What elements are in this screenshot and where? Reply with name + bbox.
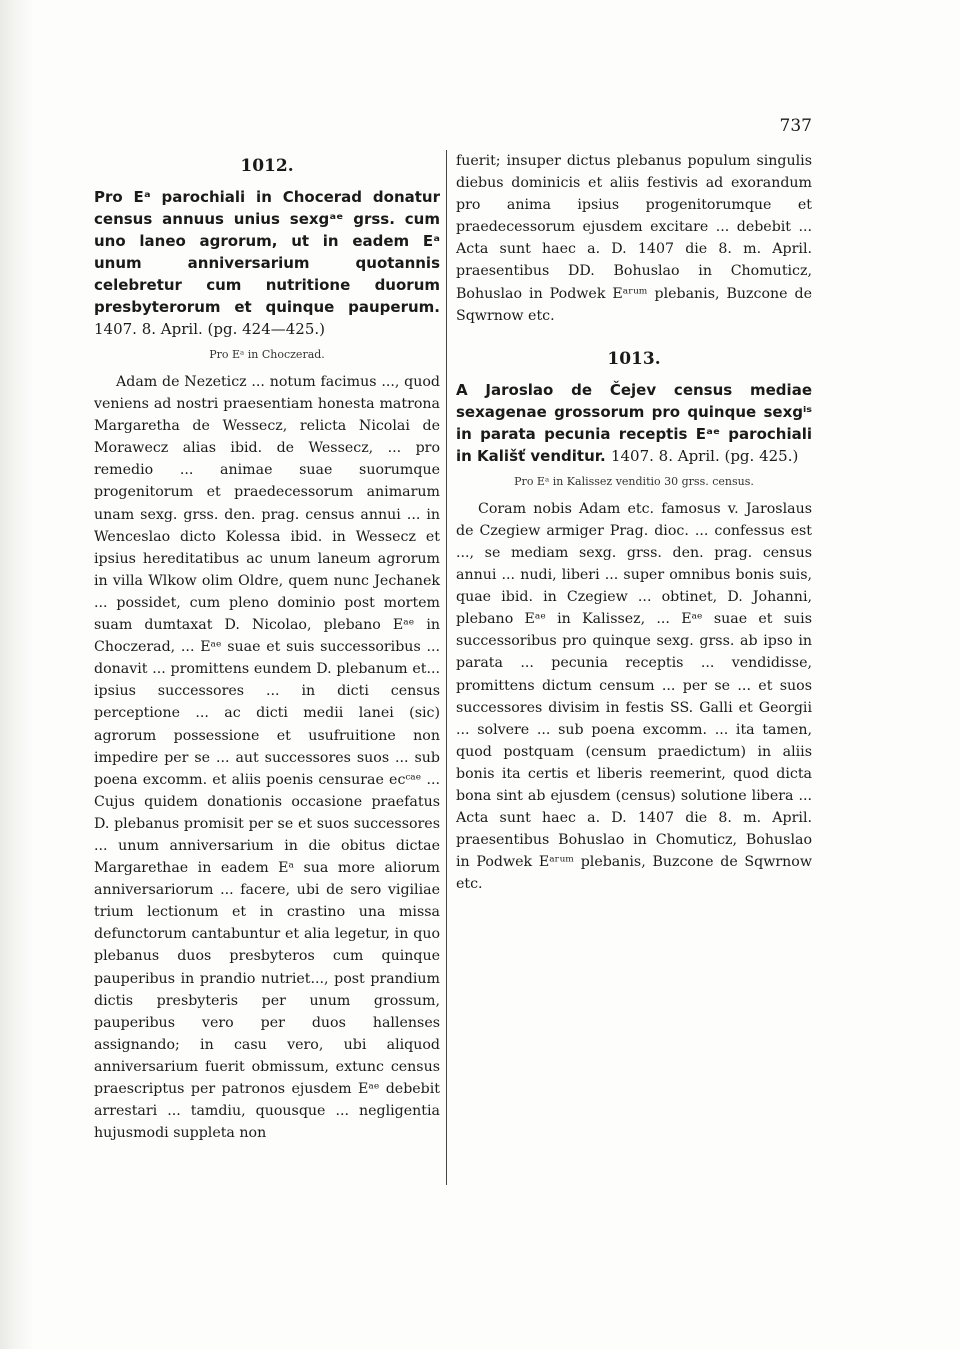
entry-heading-1012 [94,186,440,340]
heading-text: A Jaroslao de Čejev census mediae sexagenae grossorum pro quinque sexgⁱˢ in parata pecunia receptis Eᵃᵉ parochiali in Kališť venditur. [456,380,812,465]
heading-date: 1407. 8. April. (pg. 424—425.) [94,320,325,338]
entry-body-1013 [456,498,812,896]
rubric-1013: Pro Eᵃ in Kalissez venditio 30 grss. census. [514,474,754,488]
entry-body-1012 [94,371,440,1144]
entry-number-1012: 1012. [240,156,294,176]
entry-heading-1013 [456,379,812,467]
rubric-1012: Pro Eᵃ in Choczerad. [209,348,325,361]
entry-number-1013: 1013. [607,348,661,369]
right-column [456,150,812,895]
column-divider [446,150,447,1185]
continuation-text: fuerit; insuper dictus plebanus populum singulis diebus dominicis et aliis festivis ad exorandum pro anima ipsius progenitorumque et praedecessorum ejusdem excitare ... debebit ... Acta sunt haec a. D. 1407 die 8. m. April. praesentibus DD. Bohuslao in Chomuticz, Bohuslao in Podwek Eᵃʳᵘᵐ plebanis, Buzcone de Sqwrnow etc. [456,153,812,324]
heading-date: 1407. 8. April. (pg. 425.) [610,446,799,465]
page-number: 737 [779,116,812,136]
body-text: Coram nobis Adam etc. famosus v. Jaroslaus de Czegiew armiger Prag. dioc. ... confessus est ..., se mediam sexg. grss. den. prag. census annui ... nudi, liberi ... super omnibus bonis suis, quae ibid. in Czegiew ... obtinet, D. Johanni, plebano Eᵃᵉ in Kalissez, ... Eᵃᵉ suae et suis successoribus pro quinque sexg. grss. ab ipso in parata ... pecunia receptis ... vendidisse, promittens dictum censum ... per se ... et suos successores divisim in festis SS. Galli et Georgii ... solvere ... sub poena excomm. ... ita tamen, quod postquam (censum praedictum) in aliis bonis ita certis et liberis reemerint, quod dicta bona sint ab ejusdem (census) solutione libera ... Acta sunt haec a. D. 1407 die 8. m. April. praesentibus Bohuslao in Chomuticz, Bohuslao in Podwek Eᵃʳᵘᵐ plebanis, Buzcone de Sqwrnow etc. [456,500,812,893]
heading-text: Pro Eᵃ parochiali in Chocerad donatur census annuus unius sexgᵃᵉ grss. cum uno laneo agrorum, ut in eadem Eᵃ unum anniversarium quotannis celebretur cum nutritione duorum presbyterorum et quinque pauperum. [94,188,440,316]
body-text: Adam de Nezeticz ... notum facimus ..., quod veniens ad nostri praesentiam honesta matrona Margaretha de Wessecz, relicta Nicolai de Morawecz alias ibid. de Wessecz, ... pro remedio ... animae suae suorumque progenitorum et praedecessorum animarum unam sexg. grss. den. prag. census annui ... in Wenceslao dicto Kolessa ibid. in Wessecz et ipsius hereditatibus ac unum laneum agrorum in villa Wlkow olim Oldre, quem nunc Jechanek ... possidet, cum pleno dominio post mortem suam dumtaxat D. Nicolao, plebano Eᵃᵉ in Choczerad, ... Eᵃᵉ suae et suis successoribus ... donavit ... promittens eundem D. plebanum et... ipsius successores ... in dicti census perceptione ... ac dicti medii lanei (sic) agrorum possessione et usufruitione non impedire per se ... aut successores suos ... sub poena excomm. et aliis poenis censurae ecᶜᵃᵉ ... Cujus quidem donationis occasione praefatus D. plebanus promisit per se et suos successores ... unum anniversarium in die obitus dictae Margarethae in eadem Eᵃ sua more aliorum anniversariorum ... facere, ubi de sero vigiliae trium lectionum et in crastino una missa defunctorum cantabuntur et alia legetur, in quo plebanus duos presbyteros cum quinque pauperibus in prandio nutriet..., post prandium dictis presbyteris per unum grossum, pauperibus vero per duos hallenses assignando; in casu vero, ubi aliquod anniversarium fuerit obmissum, extunc census praescriptus per patronos ejusdem Eᵃᵉ debebit arrestari ... tamdiu, quousque ... negligentia hujusmodi suppleta non [94,374,440,1142]
binding-shadow [0,0,34,1349]
left-column [94,150,440,1144]
